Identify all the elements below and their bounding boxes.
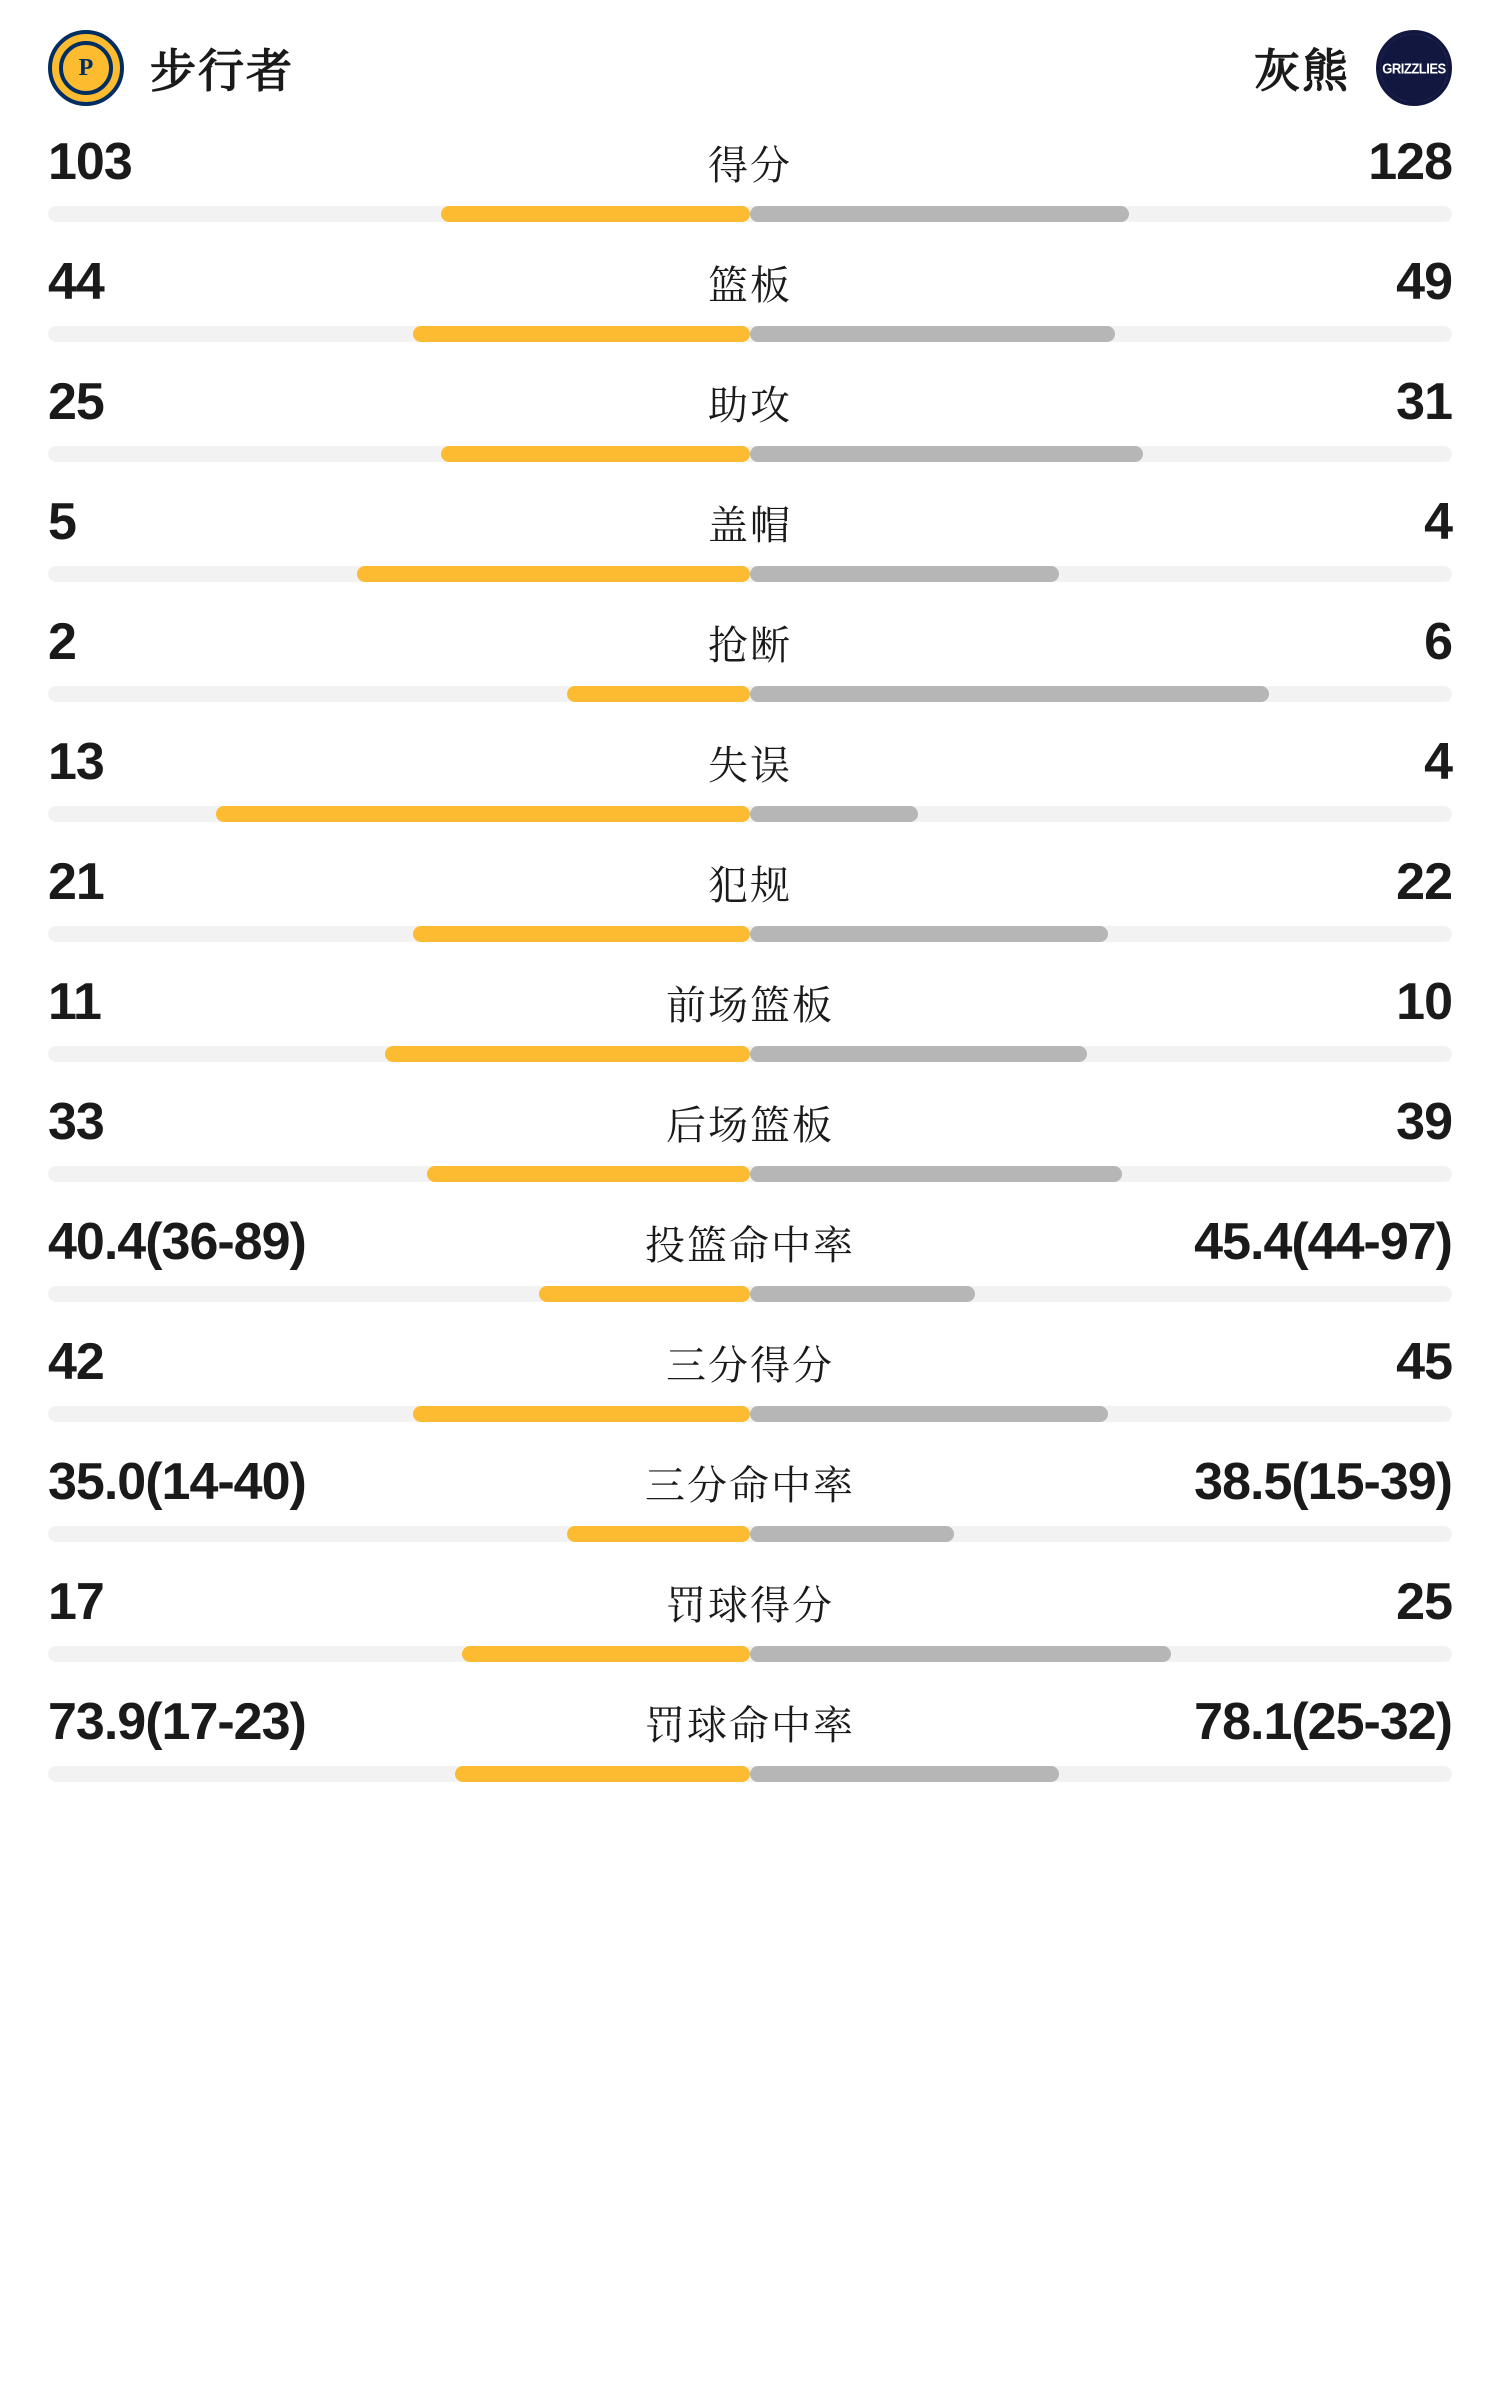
away-stat-value: 6 (1424, 613, 1452, 671)
away-stat-value: 31 (1396, 373, 1452, 431)
stat-row (48, 732, 1452, 822)
stat-header (48, 1092, 1452, 1152)
home-stat-value: 2 (48, 613, 76, 671)
away-stat-value: 25 (1396, 1573, 1452, 1631)
home-bar-fill (357, 566, 750, 582)
stat-row (48, 1572, 1452, 1662)
home-stat-value: 17 (48, 1573, 104, 1631)
home-bar-fill (413, 1406, 750, 1422)
stat-label: 投篮命中率 (645, 1224, 855, 1268)
stat-label: 助攻 (708, 384, 792, 428)
away-bar-fill (750, 1166, 1122, 1182)
stat-header (48, 972, 1452, 1032)
away-bar-fill (750, 1046, 1087, 1062)
stats-list (0, 132, 1500, 1782)
stat-row (48, 492, 1452, 582)
stat-row (48, 972, 1452, 1062)
stat-bar (48, 566, 1452, 582)
away-bar-fill (750, 1646, 1171, 1662)
away-stat-value: 45.4(44-97) (1194, 1213, 1452, 1271)
stat-label: 罚球得分 (666, 1584, 834, 1628)
home-team (48, 30, 294, 106)
stat-label: 犯规 (708, 864, 792, 908)
home-bar-fill (413, 326, 750, 342)
stat-header (48, 1572, 1452, 1632)
away-bar-fill (750, 1286, 975, 1302)
home-stat-value: 13 (48, 733, 104, 791)
away-bar-fill (750, 1526, 954, 1542)
away-bar-fill (750, 326, 1115, 342)
away-logo-text: GRIZZLIES (1380, 31, 1448, 106)
away-bar-fill (750, 926, 1108, 942)
away-stat-value: 10 (1396, 973, 1452, 1031)
stat-header (48, 1332, 1452, 1392)
stat-header (48, 1212, 1452, 1272)
stat-bar (48, 926, 1452, 942)
away-stat-value: 4 (1424, 493, 1452, 551)
home-bar-fill (385, 1046, 750, 1062)
away-bar-fill (750, 446, 1143, 462)
stat-row (48, 1212, 1452, 1302)
home-team-name: 步行者 (150, 45, 294, 97)
teams-header (0, 0, 1500, 132)
away-stat-value: 39 (1396, 1093, 1452, 1151)
away-stat-value: 128 (1368, 133, 1452, 191)
stat-bar (48, 1286, 1452, 1302)
home-stat-value: 35.0(14-40) (48, 1453, 306, 1511)
away-stat-value: 38.5(15-39) (1194, 1453, 1452, 1511)
stat-header (48, 492, 1452, 552)
stat-label: 三分命中率 (645, 1464, 855, 1508)
stat-label: 前场篮板 (666, 984, 834, 1028)
away-stat-value: 78.1(25-32) (1194, 1693, 1452, 1751)
away-team-logo-icon (1376, 30, 1452, 106)
stat-header (48, 1692, 1452, 1752)
stat-row (48, 252, 1452, 342)
stat-bar (48, 1646, 1452, 1662)
home-stat-value: 103 (48, 133, 132, 191)
home-stat-value: 33 (48, 1093, 104, 1151)
stat-header (48, 852, 1452, 912)
stat-row (48, 1332, 1452, 1422)
away-bar-fill (750, 1406, 1108, 1422)
home-bar-fill (427, 1166, 750, 1182)
stat-label: 抢断 (708, 624, 792, 668)
home-stat-value: 21 (48, 853, 104, 911)
stat-bar (48, 1766, 1452, 1782)
stat-row (48, 1092, 1452, 1182)
stat-bar (48, 1406, 1452, 1422)
home-stat-value: 5 (48, 493, 76, 551)
away-stat-value: 49 (1396, 253, 1452, 311)
stat-label: 盖帽 (708, 504, 792, 548)
home-stat-value: 42 (48, 1333, 104, 1391)
home-bar-fill (413, 926, 750, 942)
stat-header (48, 132, 1452, 192)
home-bar-fill (441, 446, 750, 462)
stat-bar (48, 806, 1452, 822)
stat-row (48, 1692, 1452, 1782)
home-stat-value: 40.4(36-89) (48, 1213, 306, 1271)
home-team-logo-icon (48, 30, 124, 106)
stat-row (48, 612, 1452, 702)
stat-bar (48, 446, 1452, 462)
home-stat-value: 25 (48, 373, 104, 431)
away-team-name: 灰熊 (1254, 45, 1350, 97)
stat-bar (48, 1046, 1452, 1062)
stat-row (48, 132, 1452, 222)
stat-header (48, 732, 1452, 792)
stat-bar (48, 1526, 1452, 1542)
away-bar-fill (750, 806, 918, 822)
stat-header (48, 1452, 1452, 1512)
stat-bar (48, 206, 1452, 222)
stat-bar (48, 686, 1452, 702)
home-bar-fill (567, 686, 750, 702)
home-bar-fill (462, 1646, 750, 1662)
stat-bar (48, 326, 1452, 342)
away-bar-fill (750, 686, 1269, 702)
home-logo-letter: P (59, 41, 113, 95)
home-stat-value: 11 (48, 973, 101, 1031)
away-team (1254, 30, 1452, 106)
away-bar-fill (750, 566, 1059, 582)
away-stat-value: 22 (1396, 853, 1452, 911)
away-bar-fill (750, 1766, 1059, 1782)
home-bar-fill (455, 1766, 750, 1782)
stat-label: 篮板 (708, 264, 792, 308)
away-stat-value: 4 (1424, 733, 1452, 791)
stat-header (48, 612, 1452, 672)
stat-row (48, 372, 1452, 462)
stat-row (48, 852, 1452, 942)
stat-label: 三分得分 (666, 1344, 834, 1388)
stat-row (48, 1452, 1452, 1542)
home-bar-fill (567, 1526, 750, 1542)
home-bar-fill (539, 1286, 750, 1302)
stat-bar (48, 1166, 1452, 1182)
stat-label: 得分 (708, 144, 792, 188)
stat-header (48, 252, 1452, 312)
home-bar-fill (216, 806, 750, 822)
away-bar-fill (750, 206, 1129, 222)
home-bar-fill (441, 206, 750, 222)
stat-header (48, 372, 1452, 432)
stat-label: 后场篮板 (666, 1104, 834, 1148)
home-stat-value: 44 (48, 253, 104, 311)
away-stat-value: 45 (1396, 1333, 1452, 1391)
stat-label: 罚球命中率 (645, 1704, 855, 1748)
home-stat-value: 73.9(17-23) (48, 1693, 306, 1751)
stat-label: 失误 (708, 744, 792, 788)
